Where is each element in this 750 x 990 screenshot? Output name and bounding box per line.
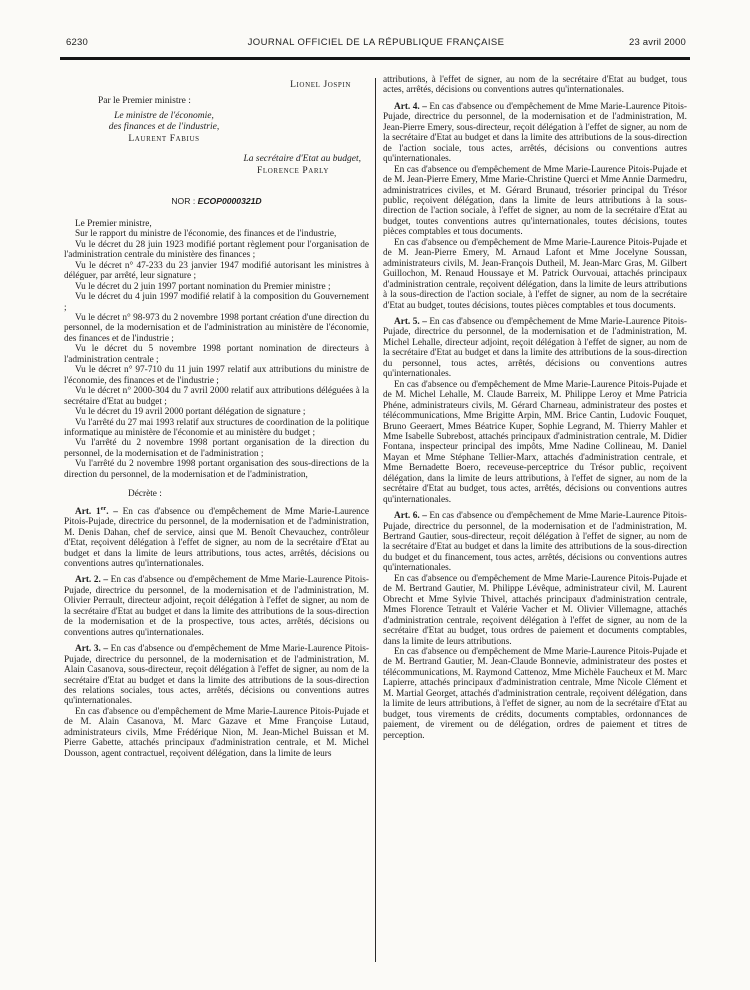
body-paragraph: Vu le décret du 4 juin 1997 modifié relatif à la composition du Gouvernement ; — [64, 292, 369, 313]
article-number: Art. 2. – — [75, 575, 111, 586]
article-number: Art. 5. – — [394, 316, 430, 327]
secretary-title: La secrétaire d'Etat au budget, — [243, 153, 361, 164]
body-paragraph: En cas d'absence ou d'empêchement de Mme Marie-Laurence Pitois-Pujade et de M. Jean-Pierre Emery, M. Arnaud Lafont et Mme Jocelyne Soussan, administrateurs civils, M. Jean-François Dutheil, M. Jean-Marc Gras, M. Gilbert Guillochon, M. Renaud Houssaye et M. Patrick Ourvouai, attachés principaux d'administration centrale, reçoivent délégation, dans la limite de leurs attributions à la sous-direction de l'action sociale, à l'effet de signer, au nom de la secrétaire d'Etat au budget, toutes décisions, toutes pièces comptables et tous documents. — [383, 237, 687, 311]
article-paragraph: Art. 5. – En cas d'absence ou d'empêchement de Mme Marie-Laurence Pitois-Pujade, directrice du personnel, de la modernisation et de l'administration, M. Michel Lehalle, directeur adjoint, reçoit délégation à l'effet de signer, au nom de la secrétaire d'Etat au budget et dans la limite des attributions de la sous-direction du personnel, tous actes, arrêtés, décisions ou conventions autres qu'internationales. — [383, 316, 687, 380]
minister-signature: Laurent Fabius — [128, 134, 200, 144]
article-paragraph: Art. 4. – En cas d'absence ou d'empêchement de Mme Marie-Laurence Pitois-Pujade, directrice du personnel, de la modernisation et de l'administration, M. Jean-Pierre Emery, sous-directeur, reçoit délégation à l'effet de signer, au nom de la secrétaire d'Etat au budget et dans la limite des attributions de la sous-direction de l'action sociale, tous actes, arrêtés, décisions ou conventions autres qu'internationales. — [383, 101, 687, 165]
body-paragraph: Vu l'arrêté du 2 novembre 1998 portant organisation de la direction du personnel, de la modernisation et de l'administration ; — [64, 438, 369, 459]
article-number: Art. 1er. – — [75, 504, 123, 517]
column-left-paragraphs — [64, 219, 369, 759]
nor-reference — [64, 196, 369, 206]
body-paragraph: Vu l'arrêté du 2 novembre 1998 portant organisation des sous-directions de la direction du personnel, de la modernisation et de l'administration, — [64, 459, 369, 480]
body-paragraph: En cas d'absence ou d'empêchement de Mme Marie-Laurence Pitois-Pujade et de M. Bertrand Gautier, M. Jean-Claude Bonnevie, administrateur des postes et télécommunications, M. Raymond Cattenoz, Mme Michèle Faucheux et M. Marc Lapierre, attachés principaux d'administration centrale, Mme Nicole Clément et M. Martial Georget, attachés d'administration centrale, reçoivent délégation, dans la limite de leurs attributions, à l'effet de signer, au nom de la secrétaire d'Etat au budget, tous virements de crédits, documents comptables, ordonnances de paiement, de virement ou de délégation, ordres de paiement et titres de perception. — [383, 647, 687, 741]
nor-code: ECOP0000321D — [197, 195, 262, 206]
column-right — [383, 75, 687, 962]
minister-title-line1: Le ministre de l'économie, — [114, 111, 214, 121]
signature-block — [64, 80, 369, 178]
body-paragraph: attributions, à l'effet de signer, au nom de la secrétaire d'Etat au budget, tous actes, arrêtés, décisions ou conventions autres qu'internationales. — [383, 75, 687, 96]
article-paragraph: Art. 3. – En cas d'absence ou d'empêchement de Mme Marie-Laurence Pitois-Pujade, directrice du personnel, de la modernisation et de l'administration, M. Alain Casanova, sous-directeur, reçoit délégation à l'effet de signer, au nom de la secrétaire d'Etat au budget et dans la limite des attributions de la sous-direction des relations sociales, tous actes, arrêtés, décisions ou conventions autres qu'internationales. — [64, 644, 370, 707]
column-divider — [375, 78, 376, 962]
body-paragraph: En cas d'absence ou d'empêchement de Mme Marie-Laurence Pitois-Pujade et de M. Jean-Pierre Emery, Mme Marie-Christine Querci et Mme Annie Darmedru, administratrices civiles, et M. Gérard Brunaud, trésorier principal du Trésor public, reçoivent délégation, dans la limite de leurs attributions à la sous-direction de l'action sociale, à l'effet de signer, au nom de la secrétaire d'Etat au budget, toutes conventions autres qu'internationales, toutes décisions, toutes pièces comptables et tous documents. — [383, 164, 687, 238]
body-paragraph: En cas d'absence ou d'empêchement de Mme Marie-Laurence Pitois-Pujade et de M. Bertrand Gautier, M. Philippe Lévêque, administrateur civil, M. Laurent Obrecht et Mme Sylvie Thivel, attachés principaux d'administration centrale, Mmes Florence Tetrault et Valérie Vacher et M. Olivier Villemagne, attachés d'administration centrale, reçoivent délégation à l'effet de signer, au nom de la secrétaire d'Etat au budget, tous ordres de paiement et documents comptables, dans la limite de leurs attributions. — [383, 573, 687, 647]
page-number: 6230 — [66, 37, 88, 48]
header-rule — [60, 57, 690, 60]
body-paragraph: Le Premier ministre, — [75, 218, 152, 229]
body-paragraph: Vu le décret du 2 juin 1997 portant nomination du Premier ministre ; — [75, 281, 331, 292]
body-paragraph: Vu le décret du 28 juin 1923 modifié portant règlement pour l'organisation de l'administration centrale du ministère des finances ; — [64, 239, 369, 261]
minister-title-line2: des finances et de l'industrie, — [108, 122, 220, 132]
article-number: Art. 3. – — [75, 644, 111, 655]
article-number: Art. 4. – — [394, 101, 430, 112]
decree-line: Décrète : — [128, 489, 162, 500]
body-paragraph: Vu le décret n° 2000-304 du 7 avril 2000 relatif aux attributions déléguées à la secrétaire d'Etat au budget ; — [64, 386, 369, 407]
article-number: Art. 6. – — [394, 511, 430, 522]
body-paragraph: Sur le rapport du ministre de l'économie, des finances et de l'industrie, — [75, 229, 337, 240]
page-header — [0, 0, 750, 48]
countersignature-intro: Par le Premier ministre : — [98, 95, 191, 106]
article-paragraph: Art. 6. – En cas d'absence ou d'empêchement de Mme Marie-Laurence Pitois-Pujade, directrice du personnel, de la modernisation et de l'administration, M. Bertrand Gautier, sous-directeur, reçoit délégation à l'effet de signer, au nom de la secrétaire d'Etat au budget et dans la limite des attributions de la sous-direction du budget et du financement, tous actes, arrêtés, décisions ou conventions autres qu'internationales. — [383, 511, 687, 574]
article-paragraph: Art. 1er. – En cas d'absence ou d'empêchement de Mme Marie-Laurence Pitois-Pujade, directrice du personnel, de la modernisation et de l'administration, M. Denis Dahan, chef de service, ainsi que M. Benoît Chevauchez, contrôleur d'Etat, reçoivent délégation à l'effet de signer, au nom de la secrétaire d'Etat au budget et dans la limite de leurs attributions, tous actes, arrêtés, décisions ou conventions autres qu'internationales. — [64, 504, 370, 569]
column-left — [64, 75, 369, 962]
article-paragraph: Art. 2. – En cas d'absence ou d'empêchement de Mme Marie-Laurence Pitois-Pujade, directrice du personnel, de la modernisation et de l'administration, M. Olivier Perrault, directeur adjoint, reçoit délégation à l'effet de signer, au nom de la secrétaire d'Etat au budget et dans la limite des attributions de la sous-direction de la modernisation et de la prospective, tous actes, arrêtés, décisions ou conventions autres qu'internationales. — [64, 575, 370, 638]
premier-ministre-signature: Lionel Jospin — [290, 80, 351, 90]
body-paragraph: Vu le décret n° 97-710 du 11 juin 1997 relatif aux attributions du ministre de l'économie, des finances et de l'industrie ; — [64, 365, 369, 386]
issue-date: 23 avril 2000 — [629, 37, 686, 48]
body-paragraph: Vu le décret n° 47-233 du 23 janvier 1947 modifié autorisant les ministres à déléguer, par arrêté, leur signature ; — [64, 260, 369, 282]
nor-label: NOR : — [171, 195, 196, 206]
column-right-paragraphs — [383, 75, 687, 741]
body-paragraph: Vu le décret du 5 novembre 1998 portant nomination de directeurs à l'administration centrale ; — [64, 344, 369, 365]
body-paragraph: En cas d'absence ou d'empêchement de Mme Marie-Laurence Pitois-Pujade et de M. Alain Casanova, M. Marc Gazave et Mme Françoise Lutaud, administrateurs civils, Mme Frédérique Nion, M. Jean-Michel Buissan et M. Pierre Gabette, attachés principaux d'administration centrale, et M. Michel Dousson, agent contractuel, reçoivent délégation, dans la limite de leurs — [64, 706, 369, 759]
text-columns — [64, 75, 687, 962]
secretary-signature: Florence Parly — [257, 166, 329, 176]
body-paragraph: Vu le décret du 19 avril 2000 portant délégation de signature ; — [75, 407, 306, 418]
journal-title: JOURNAL OFFICIEL DE LA RÉPUBLIQUE FRANÇAISE — [247, 37, 505, 48]
body-paragraph: Vu l'arrêté du 27 mai 1993 relatif aux structures de coordination de la politique informatique au ministère de l'économie et au ministère du budget ; — [64, 417, 369, 439]
body-paragraph: En cas d'absence ou d'empêchement de Mme Marie-Laurence Pitois-Pujade et de M. Michel Lehalle, M. Claude Barreix, M. Philippe Leroy et Mme Patricia Phéne, administrateurs civils, M. Gérard Charneau, administrateur des postes et télécommunications, Mme Brigitte Arpin, MM. Brice Cantin, Ludovic Fouquet, Bruno Geeraert, Mmes Béatrice Kuper, Sophie Legrand, M. Thierry Mahler et Mme Isabelle Subrebost, attachés principaux d'administration centrale, M. Didier Fontana, inspecteur principal des impôts, Mme Nadine Collineau, M. Daniel Mayan et Mme Stéphane Tellier-Marx, attachés d'administration centrale, et Mme Bernadette Boero, receveuse-perceptrice du Trésor public, reçoivent délégation, dans la limite de leurs attributions, à l'effet de signer, au nom de la secrétaire d'Etat au budget, tous actes, arrêtés, décisions ou conventions autres qu'internationales. — [383, 379, 687, 505]
body-paragraph: Vu le décret n° 98-973 du 2 novembre 1998 portant création d'une direction du personnel, de la modernisation et de l'administration au ministère de l'économie, des finances et de l'industrie ; — [64, 313, 369, 344]
